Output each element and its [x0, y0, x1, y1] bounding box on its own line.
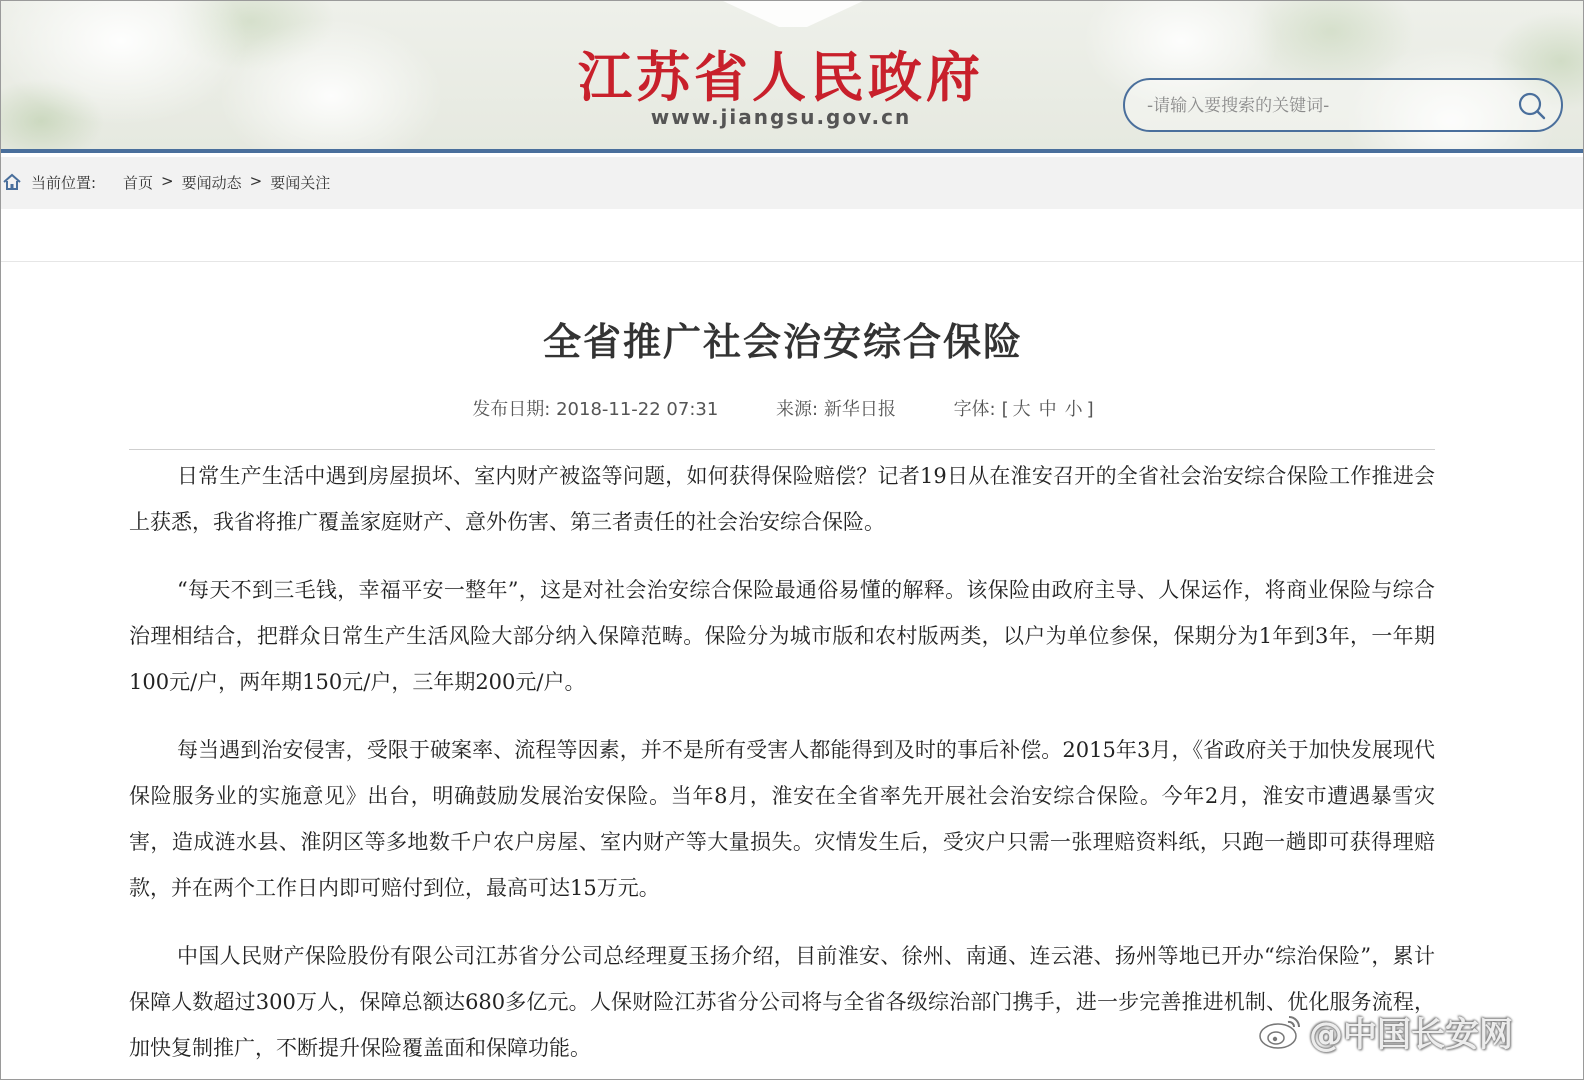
- meta-rule: [129, 449, 1435, 450]
- breadcrumb-news-link[interactable]: 要闻动态: [181, 174, 242, 192]
- font-size-label: 字体:: [953, 399, 996, 420]
- breadcrumb: [123, 172, 330, 193]
- weibo-icon: [1257, 1011, 1303, 1051]
- article-title: 全省推广社会治安综合保险: [542, 320, 1023, 364]
- watermark-text: @中国长安网: [1309, 1014, 1513, 1055]
- section-divider: [1, 261, 1584, 262]
- watermark: [1257, 1005, 1513, 1057]
- breadcrumb-focus-link[interactable]: 要闻关注: [270, 174, 331, 192]
- article-paragraph: 每当遇到治安侵害，受限于破案率、流程等因素，并不是所有受害人都能得到及时的事后补偿。2015年3月，《省政府关于加快发展现代保险服务业的实施意见》出台，明确鼓励发展治安保险。当年8月，淮安在全省率先开展社会治安综合保险。今年2月，淮安市遭遇暴雪灾害，造成涟水县、淮阴区等多地数千户农户房屋、室内财产等大量损失。灾情发生后，受灾户只需一张理赔资料纸，只跑一趟即可获得理赔款，并在两个工作日内即可赔付到位，最高可达15万元。: [129, 738, 1435, 900]
- breadcrumb-bar: [1, 157, 1584, 209]
- article-paragraph: “每天不到三毛钱，幸福平安一整年”，这是对社会治安综合保险最通俗易懂的解释。该保险由政府主导、人保运作，将商业保险与综合治理相结合，把群众日常生产生活风险大部分纳入保障范畴。保险分为城市版和农村版两类，以户为单位参保，保期分为1年到3年，一年期100元/户，两年期150元/户，三年期200元/户。: [129, 578, 1435, 694]
- article-body: [129, 453, 1435, 1080]
- font-size-control: [954, 399, 1094, 420]
- breadcrumb-home-link[interactable]: 首页: [123, 174, 154, 192]
- font-size-bracket-open: [: [1001, 399, 1009, 420]
- site-header: [1, 1, 1584, 153]
- publish-date: 发布日期: 2018-11-22 07:31: [472, 399, 719, 420]
- article-source: 来源: 新华日报: [776, 399, 896, 420]
- header-notch: [723, 1, 863, 27]
- breadcrumb-label: 当前位置:: [31, 174, 97, 192]
- search-box: [1123, 78, 1563, 132]
- article-paragraph: 日常生产生活中遇到房屋损坏、室内财产被盗等问题，如何获得保险赔偿？记者19日从在淮安召开的全省社会治安综合保险工作推进会上获悉，我省将推广覆盖家庭财产、意外伤害、第三者责任的社会治安综合保险。: [129, 464, 1435, 534]
- breadcrumb-separator: >: [161, 172, 174, 190]
- article-paragraph: 中国人民财产保险股份有限公司江苏省分公司总经理夏玉扬介绍，目前淮安、徐州、南通、连云港、扬州等地已开办“综治保险”，累计保障人数超过300万人，保障总额达680多亿元。人保财险江苏省分公司将与全省各级综治部门携手，进一步完善推进机制、优化服务流程，加快复制推广，不断提升保险覆盖面和保障功能。: [129, 944, 1435, 1060]
- search-icon[interactable]: [1517, 91, 1547, 121]
- site-url: www.jiangsu.gov.cn: [650, 105, 912, 129]
- article-meta: [1, 395, 1565, 421]
- font-size-medium-button[interactable]: 中: [1038, 399, 1057, 420]
- font-size-small-button[interactable]: 小: [1064, 399, 1083, 420]
- font-size-bracket-close: ]: [1086, 399, 1094, 420]
- site-title[interactable]: 江苏省人民政府: [578, 46, 984, 109]
- home-icon: [3, 173, 21, 191]
- font-size-large-button[interactable]: 大: [1012, 399, 1031, 420]
- breadcrumb-separator: >: [249, 172, 263, 190]
- search-input[interactable]: [1147, 92, 1487, 120]
